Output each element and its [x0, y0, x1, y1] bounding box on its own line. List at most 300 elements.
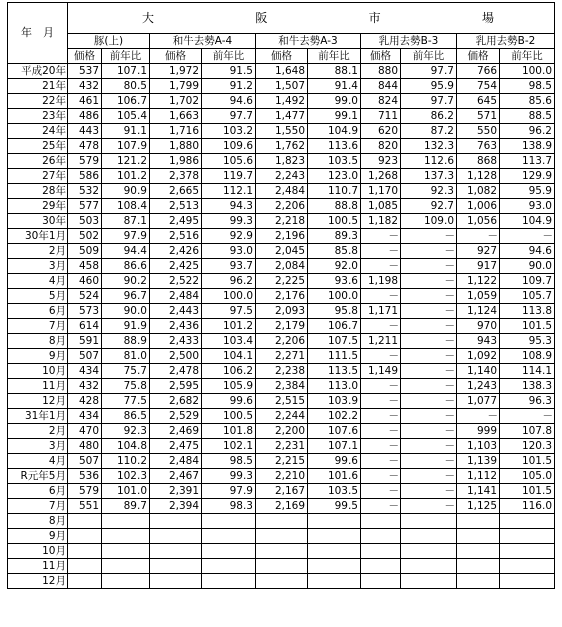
price-cell: 766 — [457, 64, 500, 79]
row-label: 3月 — [8, 439, 68, 454]
ratio-cell: 96.7 — [102, 289, 150, 304]
row-label: 2月 — [8, 424, 68, 439]
ratio-cell: 96.2 — [500, 124, 555, 139]
ratio-cell: 106.7 — [308, 319, 361, 334]
ratio-cell: 97.9 — [202, 484, 256, 499]
table-row — [8, 199, 555, 214]
price-cell: 571 — [457, 109, 500, 124]
table-row — [8, 289, 555, 304]
price-cell: 970 — [457, 319, 500, 334]
price-cell: 2,196 — [256, 229, 308, 244]
ratio-header: 前年比 — [500, 49, 555, 64]
ratio-cell — [401, 574, 457, 589]
price-cell: 2,443 — [150, 304, 202, 319]
ratio-cell: － — [401, 439, 457, 454]
price-cell: 2,516 — [150, 229, 202, 244]
price-cell: 443 — [68, 124, 102, 139]
ratio-cell: 91.2 — [202, 79, 256, 94]
price-cell: 1,139 — [457, 454, 500, 469]
price-cell: － — [361, 259, 401, 274]
ratio-cell: 75.8 — [102, 379, 150, 394]
row-label: 11月 — [8, 379, 68, 394]
ratio-cell: 97.7 — [202, 109, 256, 124]
price-cell: － — [361, 424, 401, 439]
ratio-cell: 93.7 — [202, 259, 256, 274]
ratio-cell: 113.6 — [308, 139, 361, 154]
price-cell: 1,170 — [361, 184, 401, 199]
ratio-cell: 103.5 — [308, 154, 361, 169]
ratio-cell: 89.7 — [102, 499, 150, 514]
table-row — [8, 229, 555, 244]
ratio-cell: 119.7 — [202, 169, 256, 184]
ratio-cell: 93.0 — [500, 199, 555, 214]
ratio-cell: 97.7 — [401, 64, 457, 79]
ratio-cell: 97.5 — [202, 304, 256, 319]
ratio-cell — [500, 544, 555, 559]
price-cell — [256, 559, 308, 574]
price-cell: 2,218 — [256, 214, 308, 229]
ratio-cell: 92.3 — [401, 184, 457, 199]
ratio-cell — [202, 514, 256, 529]
table-row — [8, 304, 555, 319]
ratio-cell: 80.5 — [102, 79, 150, 94]
price-cell: 1,716 — [150, 124, 202, 139]
row-label: 27年 — [8, 169, 68, 184]
table-row — [8, 109, 555, 124]
ratio-cell: 95.9 — [401, 79, 457, 94]
ratio-cell: － — [401, 244, 457, 259]
price-cell: 460 — [68, 274, 102, 289]
ratio-cell: 106.2 — [202, 364, 256, 379]
table-row — [8, 319, 555, 334]
ratio-cell: 91.5 — [202, 64, 256, 79]
price-header: 価格 — [457, 49, 500, 64]
price-cell: 502 — [68, 229, 102, 244]
price-cell: － — [361, 229, 401, 244]
ratio-cell: 107.1 — [102, 64, 150, 79]
price-cell: 461 — [68, 94, 102, 109]
price-cell: 2,484 — [150, 454, 202, 469]
category-header-pork: 豚(上) — [68, 34, 150, 49]
ratio-cell: 100.5 — [202, 409, 256, 424]
price-cell: 943 — [457, 334, 500, 349]
price-cell: 1,182 — [361, 214, 401, 229]
ratio-cell: 104.8 — [102, 439, 150, 454]
price-cell: 1,211 — [361, 334, 401, 349]
price-cell: 2,469 — [150, 424, 202, 439]
ratio-cell — [308, 544, 361, 559]
table-row — [8, 454, 555, 469]
ratio-cell: － — [401, 499, 457, 514]
row-label: 24年 — [8, 124, 68, 139]
ratio-cell: 88.1 — [308, 64, 361, 79]
price-table — [7, 2, 555, 589]
row-label: 6月 — [8, 304, 68, 319]
price-header: 価格 — [361, 49, 401, 64]
price-cell: 1,492 — [256, 94, 308, 109]
price-cell: － — [361, 469, 401, 484]
price-cell: 1,972 — [150, 64, 202, 79]
ratio-cell: 103.2 — [202, 124, 256, 139]
ratio-cell: 98.5 — [500, 79, 555, 94]
ratio-cell: 102.3 — [102, 469, 150, 484]
ratio-cell: － — [401, 484, 457, 499]
ratio-header: 前年比 — [401, 49, 457, 64]
price-cell: 1,128 — [457, 169, 500, 184]
price-cell: 2,682 — [150, 394, 202, 409]
ratio-cell: 101.8 — [202, 424, 256, 439]
price-cell: 2,244 — [256, 409, 308, 424]
ratio-cell: 94.6 — [500, 244, 555, 259]
row-label: 26年 — [8, 154, 68, 169]
year-month-header: 年 月 — [8, 3, 68, 64]
ratio-cell: 102.1 — [202, 439, 256, 454]
row-label: 10月 — [8, 544, 68, 559]
price-cell: － — [457, 229, 500, 244]
ratio-cell: 121.2 — [102, 154, 150, 169]
ratio-cell — [102, 559, 150, 574]
row-label: 22年 — [8, 94, 68, 109]
price-cell: 2,391 — [150, 484, 202, 499]
price-cell — [256, 529, 308, 544]
ratio-cell: 86.6 — [102, 259, 150, 274]
ratio-cell: 104.1 — [202, 349, 256, 364]
ratio-cell — [308, 574, 361, 589]
price-cell: 1,125 — [457, 499, 500, 514]
price-cell: 1,006 — [457, 199, 500, 214]
ratio-cell: － — [401, 319, 457, 334]
price-cell: 2,378 — [150, 169, 202, 184]
row-label: 25年 — [8, 139, 68, 154]
price-cell — [150, 514, 202, 529]
ratio-cell: － — [401, 379, 457, 394]
table-row — [8, 484, 555, 499]
row-label: 21年 — [8, 79, 68, 94]
ratio-cell: 138.3 — [500, 379, 555, 394]
ratio-cell: 108.4 — [102, 199, 150, 214]
ratio-cell — [202, 559, 256, 574]
ratio-cell: － — [401, 394, 457, 409]
ratio-cell: 110.7 — [308, 184, 361, 199]
row-label: 29年 — [8, 199, 68, 214]
table-row — [8, 334, 555, 349]
table-row — [8, 259, 555, 274]
price-cell: 2,206 — [256, 334, 308, 349]
price-cell: 509 — [68, 244, 102, 259]
ratio-cell: 99.3 — [202, 214, 256, 229]
ratio-cell: 90.2 — [102, 274, 150, 289]
price-cell: 1,648 — [256, 64, 308, 79]
price-cell — [457, 529, 500, 544]
price-cell: 537 — [68, 64, 102, 79]
ratio-cell — [500, 574, 555, 589]
row-label: 8月 — [8, 334, 68, 349]
price-cell — [256, 544, 308, 559]
price-cell — [256, 514, 308, 529]
price-cell: － — [361, 319, 401, 334]
price-cell — [68, 544, 102, 559]
price-cell: － — [361, 349, 401, 364]
price-cell: 432 — [68, 379, 102, 394]
ratio-cell: 109.0 — [401, 214, 457, 229]
price-cell: － — [361, 454, 401, 469]
ratio-cell: 107.6 — [308, 424, 361, 439]
price-cell: 434 — [68, 364, 102, 379]
table-row — [8, 544, 555, 559]
ratio-cell: 113.5 — [308, 364, 361, 379]
ratio-cell — [102, 514, 150, 529]
table-row — [8, 514, 555, 529]
ratio-cell: 104.9 — [500, 214, 555, 229]
market-title-char: 市 — [368, 11, 381, 25]
ratio-cell: 103.9 — [308, 394, 361, 409]
price-cell — [361, 529, 401, 544]
ratio-cell: 107.9 — [102, 139, 150, 154]
ratio-cell: 86.5 — [102, 409, 150, 424]
ratio-cell: 104.9 — [308, 124, 361, 139]
ratio-cell — [102, 529, 150, 544]
ratio-cell: 87.1 — [102, 214, 150, 229]
ratio-cell: 86.2 — [401, 109, 457, 124]
price-cell: 1,124 — [457, 304, 500, 319]
price-cell: 1,122 — [457, 274, 500, 289]
ratio-cell: 109.6 — [202, 139, 256, 154]
row-label: 6月 — [8, 484, 68, 499]
price-cell: 2,484 — [150, 289, 202, 304]
table-row — [8, 184, 555, 199]
table-row — [8, 139, 555, 154]
price-cell: 2,513 — [150, 199, 202, 214]
row-label: 8月 — [8, 514, 68, 529]
price-cell: 536 — [68, 469, 102, 484]
price-cell: 1,092 — [457, 349, 500, 364]
ratio-cell: 92.7 — [401, 199, 457, 214]
price-cell: 2,484 — [256, 184, 308, 199]
price-cell: 2,200 — [256, 424, 308, 439]
row-label: 28年 — [8, 184, 68, 199]
ratio-cell — [401, 529, 457, 544]
price-cell: 1,702 — [150, 94, 202, 109]
ratio-cell: 88.9 — [102, 334, 150, 349]
price-cell: 711 — [361, 109, 401, 124]
ratio-cell: 99.6 — [308, 454, 361, 469]
ratio-cell: － — [401, 454, 457, 469]
ratio-cell: 94.4 — [102, 244, 150, 259]
ratio-cell: 101.5 — [500, 454, 555, 469]
row-label: 12月 — [8, 394, 68, 409]
price-cell: 2,045 — [256, 244, 308, 259]
ratio-cell: 107.1 — [308, 439, 361, 454]
ratio-cell: 98.3 — [202, 499, 256, 514]
table-row — [8, 64, 555, 79]
ratio-header: 前年比 — [308, 49, 361, 64]
ratio-cell: 110.2 — [102, 454, 150, 469]
price-cell: 620 — [361, 124, 401, 139]
price-cell: 1,762 — [256, 139, 308, 154]
ratio-cell: 105.4 — [102, 109, 150, 124]
price-cell — [457, 514, 500, 529]
price-cell: 1,059 — [457, 289, 500, 304]
price-cell: 2,169 — [256, 499, 308, 514]
ratio-cell: 90.0 — [500, 259, 555, 274]
price-cell: 532 — [68, 184, 102, 199]
ratio-cell: 90.0 — [102, 304, 150, 319]
row-label: 10月 — [8, 364, 68, 379]
ratio-cell: 92.0 — [308, 259, 361, 274]
ratio-cell: 98.5 — [202, 454, 256, 469]
price-cell — [150, 529, 202, 544]
ratio-cell: 100.0 — [308, 289, 361, 304]
price-header: 価格 — [68, 49, 102, 64]
price-cell: 1,103 — [457, 439, 500, 454]
ratio-cell: 81.0 — [102, 349, 150, 364]
ratio-cell: 92.9 — [202, 229, 256, 244]
ratio-cell: 101.2 — [102, 169, 150, 184]
price-cell: 2,394 — [150, 499, 202, 514]
price-cell: 428 — [68, 394, 102, 409]
table-row — [8, 499, 555, 514]
price-cell — [150, 544, 202, 559]
price-cell: － — [361, 409, 401, 424]
price-cell: 577 — [68, 199, 102, 214]
ratio-cell: 102.2 — [308, 409, 361, 424]
price-cell: 1,077 — [457, 394, 500, 409]
row-label: 12月 — [8, 574, 68, 589]
ratio-cell: 120.3 — [500, 439, 555, 454]
price-cell: 2,206 — [256, 199, 308, 214]
price-cell: － — [361, 289, 401, 304]
price-cell: 2,243 — [256, 169, 308, 184]
price-cell: 1,056 — [457, 214, 500, 229]
price-cell: 2,426 — [150, 244, 202, 259]
ratio-cell: 85.6 — [500, 94, 555, 109]
ratio-cell: 96.2 — [202, 274, 256, 289]
price-cell: 1,663 — [150, 109, 202, 124]
ratio-cell: 77.5 — [102, 394, 150, 409]
price-cell: 591 — [68, 334, 102, 349]
price-cell: 2,231 — [256, 439, 308, 454]
ratio-cell — [308, 514, 361, 529]
ratio-cell: － — [401, 409, 457, 424]
ratio-cell: 99.1 — [308, 109, 361, 124]
row-label: 7月 — [8, 319, 68, 334]
row-label: 9月 — [8, 529, 68, 544]
price-cell: － — [361, 379, 401, 394]
price-cell: 2,425 — [150, 259, 202, 274]
price-cell: 486 — [68, 109, 102, 124]
price-cell: 1,198 — [361, 274, 401, 289]
row-label: 23年 — [8, 109, 68, 124]
ratio-cell: 129.9 — [500, 169, 555, 184]
category-header-dairy-b2: 乳用去勢B-2 — [457, 34, 555, 49]
price-cell — [361, 559, 401, 574]
price-cell — [361, 544, 401, 559]
price-cell: 614 — [68, 319, 102, 334]
table-row — [8, 79, 555, 94]
ratio-cell: 107.5 — [308, 334, 361, 349]
market-title-char: 大 — [142, 11, 155, 25]
ratio-cell: 137.3 — [401, 169, 457, 184]
category-header-wagyu-a3: 和牛去勢A-3 — [256, 34, 361, 49]
price-cell: 1,477 — [256, 109, 308, 124]
ratio-cell: 112.1 — [202, 184, 256, 199]
ratio-cell: 103.5 — [308, 484, 361, 499]
ratio-cell: 113.8 — [500, 304, 555, 319]
ratio-cell: 114.1 — [500, 364, 555, 379]
ratio-header: 前年比 — [202, 49, 256, 64]
price-cell: 1,268 — [361, 169, 401, 184]
ratio-cell: － — [401, 349, 457, 364]
price-cell: 507 — [68, 454, 102, 469]
table-row — [8, 439, 555, 454]
ratio-cell: 108.9 — [500, 349, 555, 364]
price-cell: 1,550 — [256, 124, 308, 139]
ratio-cell: 97.7 — [401, 94, 457, 109]
row-label: 3月 — [8, 259, 68, 274]
ratio-cell: － — [500, 409, 555, 424]
ratio-cell: 101.6 — [308, 469, 361, 484]
price-cell: － — [361, 499, 401, 514]
price-cell: 1,171 — [361, 304, 401, 319]
row-label: 30年 — [8, 214, 68, 229]
price-cell: 927 — [457, 244, 500, 259]
ratio-cell: － — [500, 229, 555, 244]
price-cell: 880 — [361, 64, 401, 79]
price-cell: 2,225 — [256, 274, 308, 289]
price-cell: 2,665 — [150, 184, 202, 199]
ratio-cell: 94.6 — [202, 94, 256, 109]
price-cell: 2,167 — [256, 484, 308, 499]
row-label: R元年5月 — [8, 469, 68, 484]
table-row — [8, 424, 555, 439]
price-cell: 432 — [68, 79, 102, 94]
row-label: 2月 — [8, 244, 68, 259]
category-header-wagyu-a4: 和牛去勢A-4 — [150, 34, 256, 49]
ratio-cell: 101.5 — [500, 484, 555, 499]
category-header-dairy-b3: 乳用去勢B-3 — [361, 34, 457, 49]
price-cell — [457, 544, 500, 559]
price-cell: 820 — [361, 139, 401, 154]
price-cell: 480 — [68, 439, 102, 454]
price-cell: 917 — [457, 259, 500, 274]
ratio-cell: 95.3 — [500, 334, 555, 349]
ratio-cell: 88.5 — [500, 109, 555, 124]
table-row — [8, 169, 555, 184]
table-row — [8, 394, 555, 409]
table-row — [8, 94, 555, 109]
price-cell: 763 — [457, 139, 500, 154]
ratio-cell: 113.7 — [500, 154, 555, 169]
price-cell: 586 — [68, 169, 102, 184]
price-cell: － — [361, 484, 401, 499]
ratio-cell: 101.2 — [202, 319, 256, 334]
price-cell: 2,210 — [256, 469, 308, 484]
ratio-cell: － — [401, 229, 457, 244]
ratio-cell — [401, 544, 457, 559]
ratio-cell: － — [401, 424, 457, 439]
price-cell: 2,179 — [256, 319, 308, 334]
price-cell: 2,478 — [150, 364, 202, 379]
market-title-char: 場 — [481, 11, 494, 25]
table-row — [8, 349, 555, 364]
table-row — [8, 274, 555, 289]
row-label: 9月 — [8, 349, 68, 364]
price-cell: 1,082 — [457, 184, 500, 199]
price-cell: 2,238 — [256, 364, 308, 379]
table-row — [8, 574, 555, 589]
ratio-cell: 95.8 — [308, 304, 361, 319]
ratio-cell — [308, 529, 361, 544]
